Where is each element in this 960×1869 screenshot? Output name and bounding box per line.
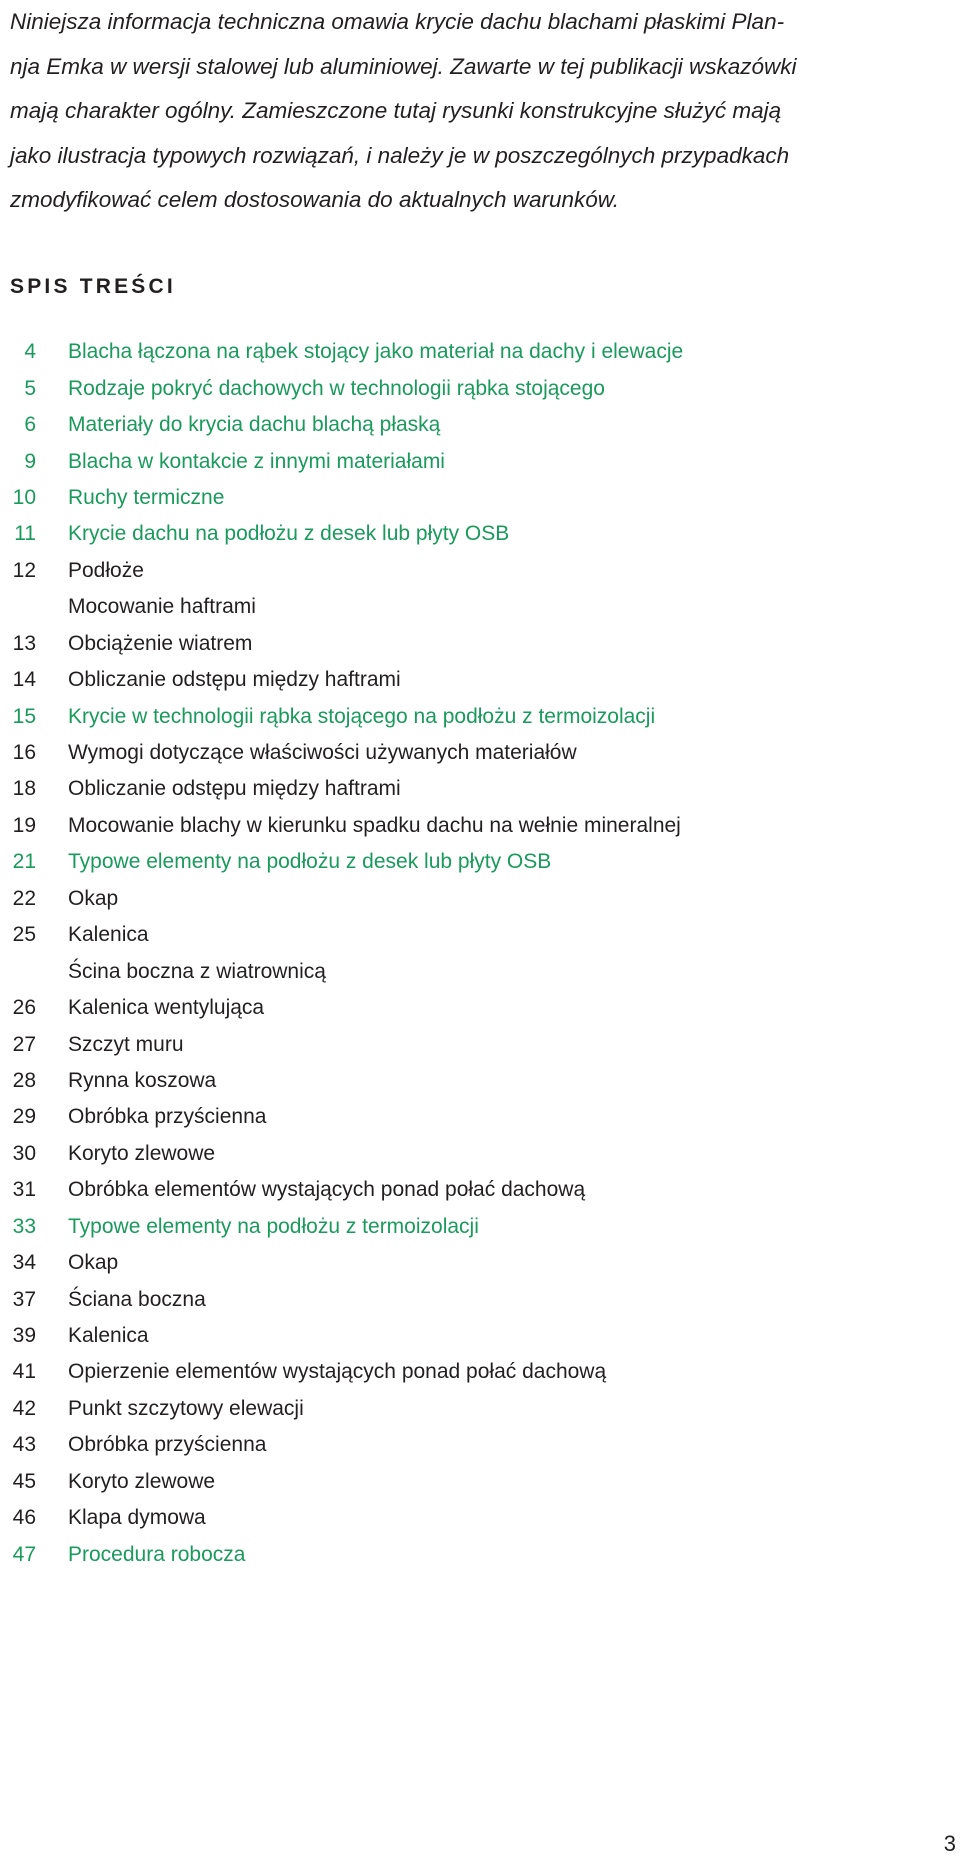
intro-paragraph (10, 0, 910, 223)
toc-entry-title: Klapa dymowa (68, 1506, 206, 1530)
toc-entry[interactable] (0, 735, 940, 771)
toc-page-number: 43 (12, 1433, 36, 1457)
toc-entry[interactable] (0, 1209, 940, 1245)
toc-entry-title: Podłoże (68, 558, 144, 582)
toc-entry[interactable] (0, 626, 940, 662)
toc-entry-title: Wymogi dotyczące właściwości używanych materiałów (68, 741, 577, 765)
toc-entry-title: Okap (68, 1251, 119, 1275)
toc-entry-title: Okap (68, 886, 119, 910)
toc-page-number: 11 (14, 522, 36, 546)
toc-entry-title: Blacha w kontakcie z innymi materiałami (68, 449, 445, 473)
intro-line: zmodyfikować celem dostosowania do aktualnych warunków. (10, 187, 620, 212)
intro-line: mają charakter ogólny. Zamieszczone tutaj rysunki konstrukcyjne służyć mają (10, 98, 782, 123)
toc-page-number: 19 (12, 813, 36, 837)
toc-entry-title: Mocowanie haftrami (68, 595, 256, 619)
toc-page-number: 27 (12, 1032, 36, 1056)
toc-entry[interactable] (0, 370, 940, 406)
toc-entry[interactable] (0, 698, 940, 734)
toc-entry[interactable] (0, 1318, 940, 1354)
table-of-contents (0, 334, 940, 1573)
toc-page-number: 25 (12, 923, 36, 947)
toc-page-number: 33 (12, 1214, 36, 1238)
intro-line: Niniejsza informacja techniczna omawia krycie dachu blachami płaskimi Plan- (10, 9, 785, 34)
toc-entry-title: Ścina boczna z wiatrownicą (68, 959, 326, 983)
toc-entry-title: Mocowanie blachy w kierunku spadku dachu na wełnie mineralnej (68, 813, 681, 837)
toc-entry[interactable] (0, 589, 940, 625)
toc-entry[interactable] (0, 881, 940, 917)
toc-entry-title: Obróbka przyścienna (68, 1105, 267, 1129)
toc-page-number: 6 (24, 413, 36, 437)
toc-page-number: 5 (24, 376, 36, 400)
toc-entry-title: Koryto zlewowe (68, 1141, 216, 1165)
toc-entry[interactable] (0, 1354, 940, 1390)
toc-page-number: 47 (12, 1542, 36, 1566)
toc-entry-title: Blacha łączona na rąbek stojący jako materiał na dachy i elewacje (68, 340, 684, 364)
toc-entry[interactable] (0, 407, 940, 443)
toc-page-number: 34 (12, 1251, 36, 1275)
toc-entry[interactable] (0, 516, 940, 552)
toc-entry-title: Procedura robocza (68, 1542, 246, 1566)
toc-page-number: 37 (12, 1287, 36, 1311)
toc-entry[interactable] (0, 1536, 940, 1572)
toc-entry[interactable] (0, 1026, 940, 1062)
toc-page-number: 18 (12, 777, 36, 801)
toc-entry[interactable] (0, 334, 940, 370)
toc-entry-title: Szczyt muru (68, 1032, 184, 1056)
toc-entry[interactable] (0, 1136, 940, 1172)
toc-entry-title: Obliczanie odstępu między haftrami (68, 777, 401, 801)
toc-page-number: 39 (12, 1324, 36, 1348)
toc-entry[interactable] (0, 1427, 940, 1463)
page-number: 3 (943, 1831, 956, 1856)
toc-page-number: 21 (12, 850, 36, 874)
toc-page-number: 14 (12, 668, 36, 692)
toc-page-number: 12 (12, 558, 36, 582)
toc-entry-title: Obciążenie wiatrem (68, 631, 253, 655)
toc-page-number: 46 (12, 1506, 36, 1530)
intro-line: jako ilustracja typowych rozwiązań, i należy je w poszczególnych przypadkach (10, 142, 790, 168)
toc-heading: SPIS TREŚCI (10, 275, 176, 298)
toc-entry[interactable] (0, 443, 940, 479)
toc-entry-title: Ruchy termiczne (68, 485, 225, 509)
toc-entry-title: Krycie dachu na podłożu z desek lub płyty OSB (68, 522, 510, 546)
toc-entry-title: Rodzaje pokryć dachowych w technologii rąbka stojącego (68, 376, 605, 400)
toc-entry[interactable] (0, 808, 940, 844)
toc-entry-title: Typowe elementy na podłożu z desek lub płyty OSB (68, 850, 552, 874)
toc-entry[interactable] (0, 1172, 940, 1208)
toc-entry[interactable] (0, 917, 940, 953)
toc-page-number: 26 (12, 996, 36, 1020)
toc-entry[interactable] (0, 844, 940, 880)
toc-entry[interactable] (0, 1063, 940, 1099)
toc-entry[interactable] (0, 1245, 940, 1281)
toc-entry-title: Obróbka przyścienna (68, 1433, 267, 1457)
toc-entry[interactable] (0, 771, 940, 807)
toc-entry-title: Rynna koszowa (68, 1068, 217, 1092)
toc-entry-title: Krycie w technologii rąbka stojącego na podłożu z termoizolacji (68, 704, 656, 728)
intro-line: nja Emka w wersji stalowej lub aluminiowej. Zawarte w tej publikacji wskazówki (10, 53, 797, 79)
toc-entry-title: Punkt szczytowy elewacji (68, 1396, 304, 1420)
toc-page-number: 10 (12, 485, 36, 509)
toc-entry[interactable] (0, 480, 940, 516)
toc-page-number: 9 (24, 449, 36, 473)
toc-entry-title: Opierzenie elementów wystających ponad połać dachową (68, 1360, 607, 1384)
toc-page-number: 16 (12, 741, 36, 765)
toc-entry[interactable] (0, 953, 940, 989)
toc-page-number: 45 (12, 1469, 36, 1493)
toc-page-number: 29 (12, 1105, 36, 1129)
toc-entry-title: Obróbka elementów wystających ponad połać dachową (68, 1178, 586, 1202)
toc-page-number: 13 (12, 631, 36, 655)
toc-entry-title: Materiały do krycia dachu blachą płaską (68, 413, 441, 437)
toc-entry[interactable] (0, 1281, 940, 1317)
toc-entry-title: Typowe elementy na podłożu z termoizolacji (68, 1214, 479, 1238)
toc-entry-title: Kalenica (68, 1324, 149, 1348)
toc-entry[interactable] (0, 1500, 940, 1536)
toc-entry[interactable] (0, 1391, 940, 1427)
toc-page-number: 42 (12, 1396, 36, 1420)
toc-entry-title: Ściana boczna (68, 1287, 206, 1311)
toc-entry-title: Kalenica (68, 923, 149, 947)
toc-page-number: 15 (12, 704, 36, 728)
toc-page-number: 31 (12, 1178, 36, 1202)
toc-entry[interactable] (0, 553, 940, 589)
toc-page-number: 41 (12, 1360, 36, 1384)
toc-entry[interactable] (0, 1099, 940, 1135)
toc-page-number: 22 (12, 886, 36, 910)
toc-page-number: 30 (12, 1141, 36, 1165)
toc-entry[interactable] (0, 662, 940, 698)
toc-entry-title: Obliczanie odstępu między haftrami (68, 668, 401, 692)
toc-entry[interactable] (0, 1464, 940, 1500)
toc-page-number: 4 (24, 340, 36, 364)
toc-entry-title: Kalenica wentylująca (68, 996, 265, 1020)
toc-entry[interactable] (0, 990, 940, 1026)
toc-entry-title: Koryto zlewowe (68, 1469, 216, 1493)
toc-page-number: 28 (12, 1068, 36, 1092)
